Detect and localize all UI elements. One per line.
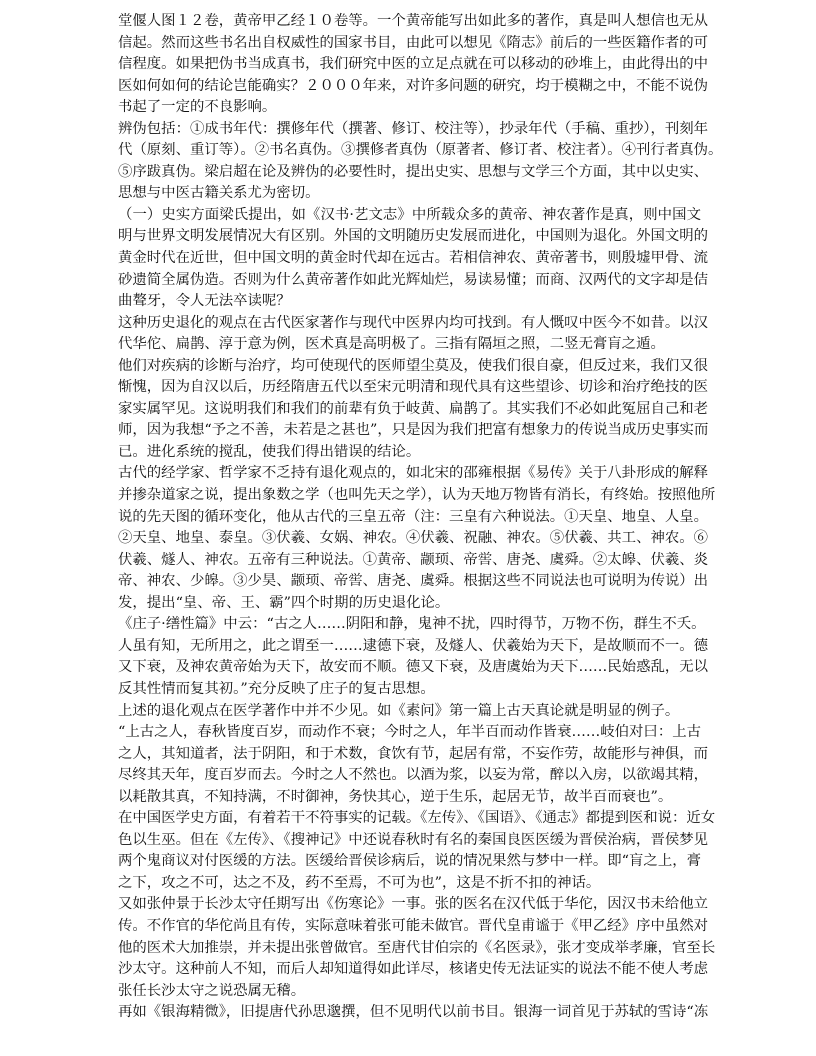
text-line: 沙太守。这种前人不知，而后人却知道得如此详尽，核诸史传无法证实的说法不能不使人考虑 [118, 961, 709, 978]
paragraph [118, 808, 716, 894]
text-line: 传。不作官的华佗尚且有传，实际意味着张可能未做官。晋代皇甫谧于《甲乙经》序中虽然对 [118, 917, 709, 934]
paragraph [118, 722, 709, 808]
paragraph [118, 356, 709, 464]
paragraph [118, 701, 701, 723]
text-line: 砂遗简全属伪造。否则为什么黄帝著作如此光辉灿烂，易读易懂；而商、汉两代的文字却是佶 [118, 271, 709, 288]
text-line: 说的先天图的循环变化，他从古代的三皇五帝（注：三皇有六种说法。①天皇、地皇、人皇。 [118, 508, 709, 525]
text-line: 人虽有知，无所用之，此之谓至一……逮德下衰，及燧人、伏羲始为天下，是故顺而不一。德 [118, 637, 709, 654]
text-line: 又如张仲景于长沙太守任期写出《伤寒论》一事。张的医名在汉代低于华佗，因汉书未给他立 [118, 896, 709, 913]
text-line: 尽终其天年，度百岁而去。今时之人不然也。以酒为浆，以妄为常，醉以入房，以欲竭其精， [118, 767, 709, 784]
text-line: 《庄子·缮性篇》中云：“古之人……阴阳和静，鬼神不扰，四时得节，万物不伤，群生不夭。 [118, 616, 706, 633]
text-line: “上古之人，春秋皆度百岁，而动作不衰；今时之人，年半百而动作皆衰……岐伯对曰：上古 [118, 724, 701, 741]
text-line: 信程度。如果把伪书当成真书，我们研究中医的立足点就在可以移动的砂堆上，由此得出的中 [118, 56, 709, 73]
text-line: ②天皇、地皇、泰皇。③伏羲、女娲、神农。④伏羲、祝融、神农。⑤伏羲、共工、神农。⑥ [118, 530, 709, 547]
text-line: 惭愧，因为自汉以后，历经隋唐五代以至宋元明清和现代具有这些望诊、切诊和治疗绝技的医 [118, 379, 709, 396]
text-line: 反其性情而复其初。”充分反映了庄子的复古思想。 [118, 680, 435, 697]
text-line: 又下衰，及神农黄帝始为天下，故安而不顺。德又下衰，及唐虞始为天下……民始惑乱，无以 [118, 659, 709, 676]
text-line: 之人，其知道者，法于阴阳，和于术数，食饮有节，起居有常，不妄作劳，故能形与神俱，而 [118, 745, 709, 762]
text-line: 师，因为我想“予之不善，未若是之甚也”，只是因为我们把富有想象力的传说当成历史事实而 [118, 422, 709, 439]
paragraph [118, 614, 709, 700]
text-line: 曲聱牙，令人无法卒读呢？ [118, 293, 291, 310]
text-line: 家实属罕见。这说明我们和我们的前辈有负于岐黄、扁鹊了。其实我们不必如此冤屈自己和老 [118, 400, 709, 417]
text-line: 代华佗、扁鹊、淳于意为例，医术真是高明极了。三指有隔垣之照，二竖无膏肓之遁。 [118, 336, 665, 353]
paragraph [118, 894, 716, 1002]
text-line: 他们对疾病的诊断与治疗，均可使现代的医师望尘莫及，使我们很自豪，但反过来，我们又很 [118, 357, 709, 374]
text-line: ⑤序跋真伪。梁启超在论及辨伪的必要性时，提出史实、思想与文学三个方面，其中以史实、 [118, 163, 709, 180]
text-line: 在中国医学史方面，有着若干不符事实的记载。《左传》、《国语》、《通志》都提到医和说：近女 [118, 810, 716, 827]
document-body [118, 11, 723, 1024]
text-line: （一）史实方面梁氏提出，如《汉书·艺文志》中所载众多的黄帝、神农著作是真，则中国文 [118, 206, 701, 223]
paragraph [118, 205, 709, 313]
text-line: 伏羲、燧人、神农。五帝有三种说法。①黄帝、颛顼、帝喾、唐尧、虞舜。②太皞、伏羲、炎 [118, 551, 709, 568]
text-line: 医如何如何的结论岂能确实？２０００年来，对许多问题的研究，均于模糊之中，不能不说伪 [118, 77, 709, 94]
text-line: 色以生巫。但在《左传》、《搜神记》中还说春秋时有名的秦国良医医缓为晋侯治病，晋侯梦见 [118, 831, 709, 848]
text-line: 代（原刻、重订等）。②书名真伪。③撰修者真伪（原著者、修订者、校注者）。④刊行者真伪。 [118, 142, 723, 159]
text-line: 再如《银海精微》，旧提唐代孙思邈撰，但不见明代以前书目。银海一词首见于苏轼的雪诗“冻 [118, 1004, 709, 1021]
text-line: 发，提出“皇、帝、王、霸”四个时期的历史退化论。 [118, 594, 450, 611]
text-line: 两个鬼商议对付医缓的方法。医缓给晋侯诊病后，说的情况果然与梦中一样。即“肓之上，膏 [118, 853, 701, 870]
text-line: 上述的退化观点在医学著作中并不少见。如《素问》第一篇上古天真论就是明显的例子。 [118, 702, 680, 719]
text-line: 并掺杂道家之说，提出象数之学（也叫先天之学），认为天地万物皆有消长，有终始。按照他所 [118, 487, 716, 504]
text-line: 古代的经学家、哲学家不乏持有退化观点的，如北宋的邵雍根据《易传》关于八卦形成的解释 [118, 465, 709, 482]
text-line: 信起。然而这些书名出自权威性的国家书目，由此可以想见《隋志》前后的一些医籍作者的可 [118, 34, 709, 51]
text-line: 以耗散其真，不知持满，不时御神，务快其心，逆于生乐，起居无节，故半百而衰也”。 [118, 788, 673, 805]
text-line: 书起了一定的不良影响。 [118, 99, 277, 116]
paragraph [118, 11, 709, 119]
text-line: 张任长沙太守之说恐属无稽。 [118, 982, 306, 999]
paragraph [118, 1002, 709, 1024]
text-line: 辨伪包括：①成书年代：撰修年代（撰著、修订、校注等），抄录年代（手稿、重抄），刊刻年 [118, 120, 709, 137]
text-line: 黄金时代在近世，但中国文明的黄金时代却在远古。若相信神农、黄帝著书，则殷墟甲骨、流 [118, 250, 709, 267]
text-line: 堂偃人图１２卷，黄帝甲乙经１０卷等。一个黄帝能写出如此多的著作，真是叫人想信也无从 [118, 13, 709, 29]
text-line: 之下，攻之不可，达之不及，药不至焉，不可为也”，这是不折不扣的神话。 [118, 874, 601, 891]
paragraph [118, 313, 709, 356]
text-line: 这种历史退化的观点在古代医家著作与现代中医界内均可找到。有人慨叹中医今不如昔。以汉 [118, 314, 709, 331]
text-line: 思想与中医古籍关系尤为密切。 [118, 185, 320, 202]
text-line: 已。进化系统的搅乱，使我们得出错误的结论。 [118, 443, 421, 460]
text-line: 他的医术大加推崇，并未提出张曾做官。至唐代甘伯宗的《名医录》，张才变成举孝廉，官至长 [118, 939, 716, 956]
paragraph [118, 119, 723, 205]
text-line: 帝、神农、少皞。③少昊、颛顼、帝喾、唐尧、虞舜。根据这些不同说法也可说明为传说）出 [118, 573, 709, 590]
text-line: 明与世界文明发展情况大有区别。外国的文明随历史发展而进化，中国则为退化。外国文明的 [118, 228, 709, 245]
paragraph [118, 463, 716, 614]
